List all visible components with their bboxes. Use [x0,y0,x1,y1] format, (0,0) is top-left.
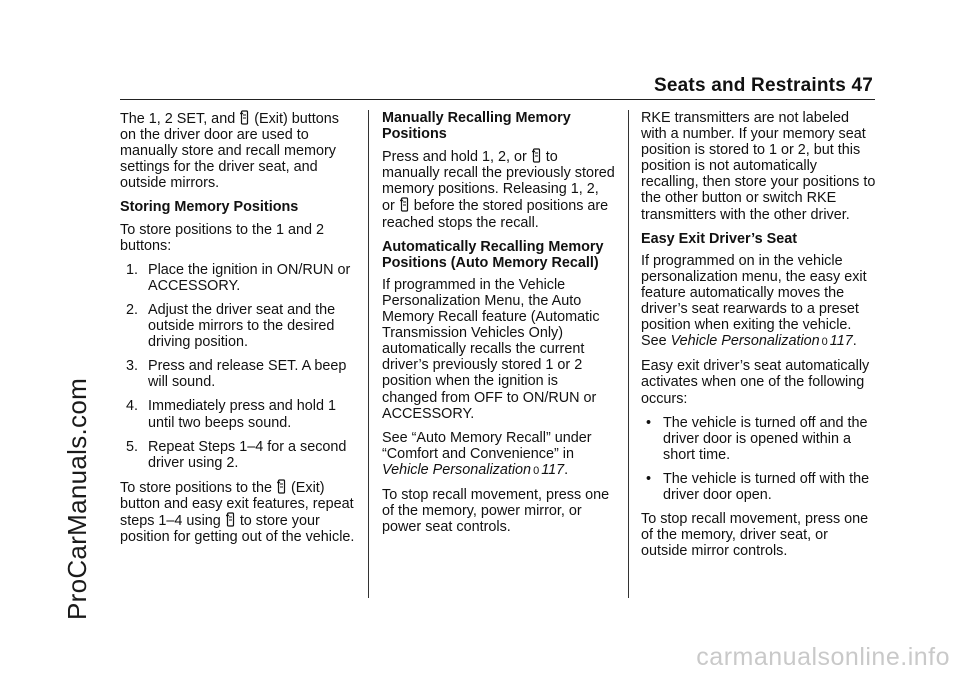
step-text: Place the ignition in ON/RUN or ACCESSORY. [148,261,351,294]
steps-list [120,262,357,471]
easy-exit-paragraph [641,253,877,351]
stop-recall-paragraph: To stop recall movement, press one of the memory, power mirror, or power seat controls. [382,486,610,536]
column-divider [368,110,369,598]
step-number: 4. [126,398,139,415]
heading-manual-recall: Manually Recalling Memory Positions [382,110,571,143]
cross-reference-link[interactable]: Vehicle Personalization [670,333,820,350]
step-number: 3. [126,358,139,375]
page-header-title: Seats and Restraints 47 [654,75,873,96]
side-watermark: ProCarManuals.com [62,377,92,620]
exit-seat-icon [226,512,235,527]
heading-auto-recall: Automatically Recalling Memory Positions (Auto Memory Recall) [382,238,604,271]
step-number: 2. [126,301,139,318]
step-text: Immediately press and hold 1 until two beeps sound. [148,398,336,431]
step-number: 1. [126,261,139,278]
easy-exit-text: If programmed on in the vehicle personalization menu, the easy exit feature automatically moves the driver’s seat rearwards to a preset position when exiting the vehicle. See [641,252,867,350]
manual-text-b: to manually recall the previously stored memory positions. Releasing 1, 2, or [382,149,615,215]
cross-reference-link[interactable]: Vehicle Personalization [382,461,532,478]
intro-text-a: The 1, 2 SET, and [120,111,236,127]
column-divider [628,110,629,598]
bullet-text: The vehicle is turned off and the driver door is opened within a short time. [663,414,868,463]
see-text: See “Auto Memory Recall” under “Comfort and Convenience” in [382,429,592,462]
step-text: Repeat Steps 1–4 for a second driver using 2. [148,438,347,471]
column-2 [382,110,615,543]
step-number: 5. [126,438,139,455]
list-item [120,398,357,430]
stop-movement-paragraph: To stop recall movement, press one of the memory, driver seat, or outside mirror controls. [641,511,869,560]
exit-text-b: (Exit) button and easy exit features, repeat steps 1–4 using [120,479,354,529]
heading-storing-memory: Storing Memory Positions [120,199,299,216]
easy-exit-activates-paragraph: Easy exit driver’s seat automatically activates when one of the following occurs: [641,358,870,407]
step-text: Adjust the driver seat and the outside mirrors to the desired driving position. [148,301,336,351]
column-3 [641,110,877,567]
list-item [120,439,357,471]
exit-text-a: To store positions to the [120,479,272,496]
bullet-dot: • [646,414,652,431]
manual-text-c: before the stored positions are reached stops the recall. [382,198,609,231]
intro-paragraph [120,110,357,191]
storing-lead: To store positions to the 1 and 2 buttons: [120,221,324,254]
bullet-dot: • [646,470,652,487]
exit-seat-icon [277,479,286,494]
list-item [641,471,877,503]
exit-seat-icon [240,110,249,125]
rke-paragraph: RKE transmitters are not labeled with a number. If your memory seat position is stored to 1 or 2, but this position is not automatically recalling, then store your positions to the other button or switch RKE transmitters with the other driver. [641,110,876,223]
period: . [852,333,857,350]
list-item [120,262,357,294]
manual-recall-paragraph [382,148,615,230]
header-rule [120,99,875,100]
see-reference-paragraph [382,430,615,479]
page-arrow-icon: 0 [821,336,828,349]
column-1 [120,110,357,553]
auto-recall-paragraph: If programmed in the Vehicle Personalization Menu, the Auto Memory Recall feature (Automatic Transmission Vehicles Only) automatically recalls the current driver’s previously stored 1 or 2 position when the ignition is changed from OFF to ON/RUN or ACCESSORY. [382,276,600,422]
list-item [641,415,877,463]
list-item [120,358,357,390]
step-text: Press and release SET. A beep will sound. [148,358,347,391]
manual-text-a: Press and hold 1, 2, or [382,149,527,166]
exit-seat-icon [532,148,541,163]
page-reference[interactable]: 117 [541,461,565,478]
period: . [564,461,569,478]
heading-easy-exit: Easy Exit Driver’s Seat [641,230,797,247]
footer-watermark: carmanualsonline.info [696,643,950,671]
page-reference[interactable]: 117 [829,333,853,350]
exit-text-c: to store your position for getting out of the vehicle. [120,512,355,546]
exit-paragraph [120,479,357,545]
intro-text-b: (Exit) buttons on the driver door are used to manually store and recall memory settings for the driver seat, and outside mirrors. [120,111,339,192]
list-item [120,302,357,350]
bullet-text: The vehicle is turned off with the driver door open. [663,470,870,503]
exit-seat-icon [400,197,409,212]
page-arrow-icon: 0 [533,464,540,477]
